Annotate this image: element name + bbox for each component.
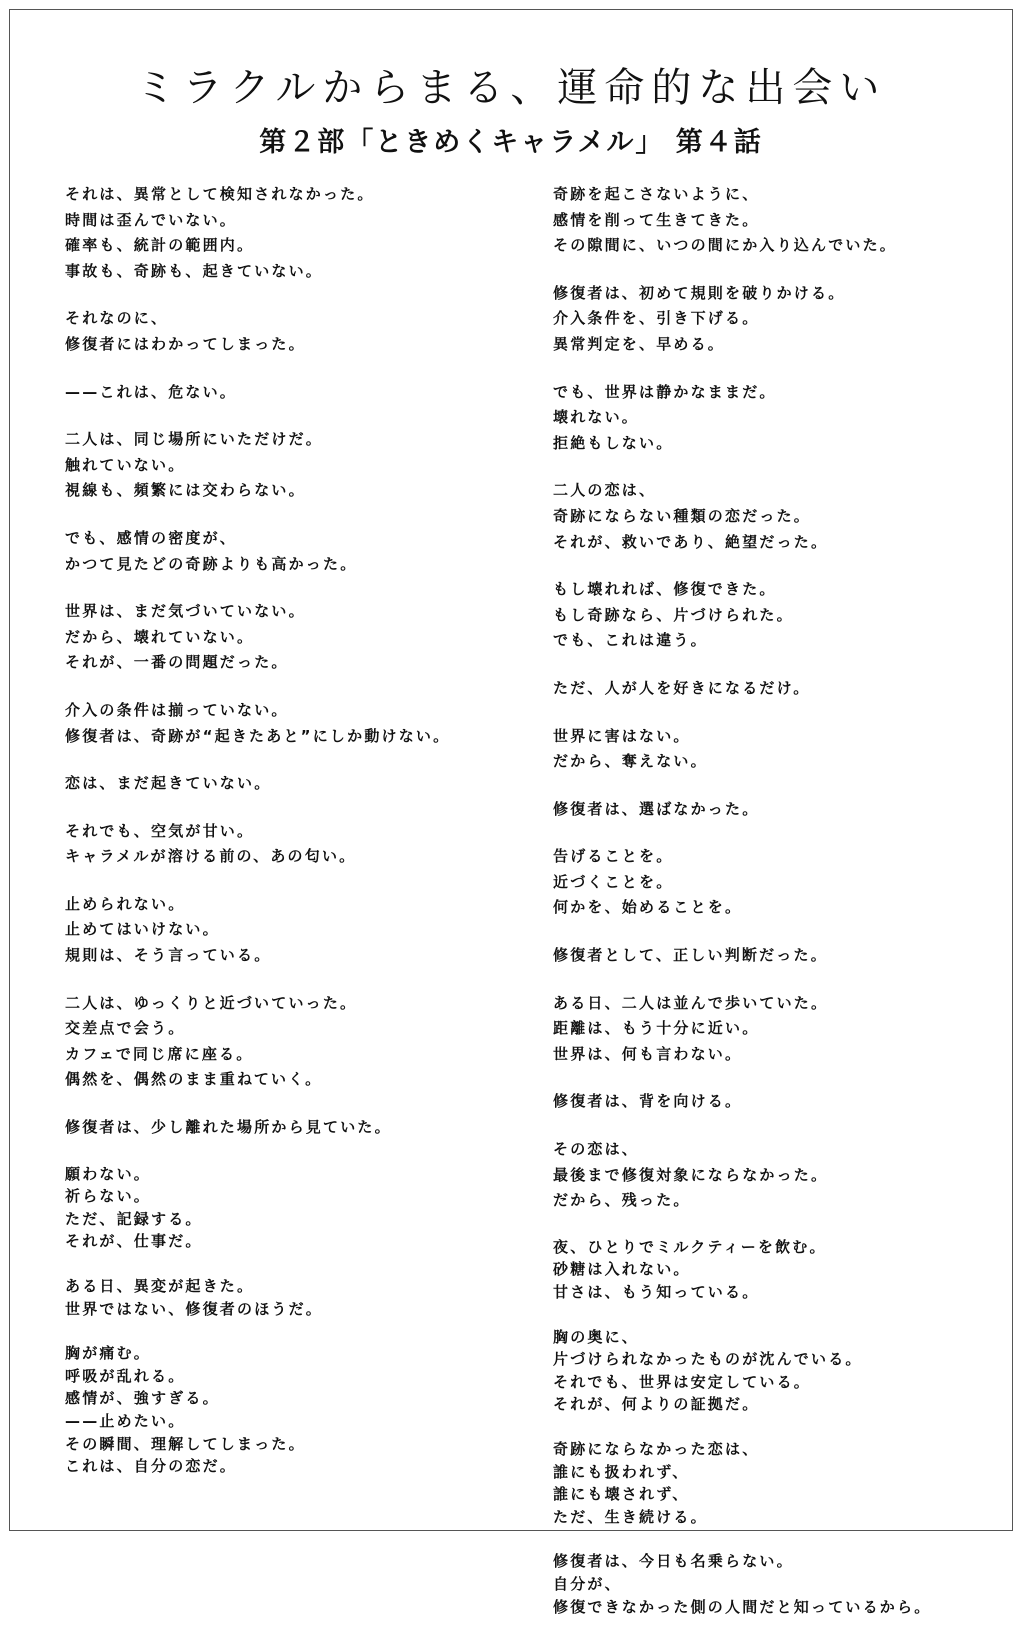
text-line: 二人の恋は、 [553,481,657,500]
text-line: 偶然を、偶然のまま重ねていく。 [65,1070,323,1089]
text-line: それが、一番の問題だった。 [65,653,289,672]
text-line: 世界は、何も言わない。 [553,1044,743,1063]
text-line: 祈らない。 [65,1187,152,1206]
left-column [65,182,515,1500]
text-line: 止めてはいけない。 [65,920,220,939]
text-line: それは、異常として検知されなかった。 [65,185,375,203]
text-line: ある日、異変が起きた。 [65,1277,255,1295]
text-line: 片づけられなかったものが沈んでいる。 [553,1350,863,1369]
text-line: それなのに、 [65,309,169,328]
text-line: だから、壊れていない。 [65,627,255,646]
stanza [65,892,515,969]
text-line: 修復者は、今日も名乗らない。 [553,1552,794,1571]
text-line: 感情を削って生きてきた。 [553,210,760,229]
stanza [553,1236,1003,1304]
text-line: 近づくことを。 [553,872,674,891]
text-line: ある日、二人は並んで歩いていた。 [553,993,829,1012]
stanza [553,1137,1003,1214]
text-line: 異常判定を、早める。 [553,334,726,353]
stanza [65,380,515,406]
text-line: 介入の条件は揃っていない。 [65,700,289,719]
text-line: 交差点で会う。 [65,1019,186,1038]
text-line: だから、残った。 [553,1191,691,1210]
text-line: 呼吸が乱れる。 [65,1366,186,1385]
text-line: それでも、世界は安定している。 [553,1372,812,1391]
right-column [553,182,1003,1640]
text-line: 感情が、強すぎる。 [65,1389,220,1408]
text-line: 止められない。 [65,894,186,913]
text-line: 最後まで修復対象にならなかった。 [553,1165,829,1184]
stanza [553,1089,1003,1115]
text-line: 何かを、始めることを。 [553,898,743,917]
text-line: 事故も、奇跡も、起きていない。 [65,261,324,280]
stanza [553,1326,1003,1416]
stanza [65,819,515,870]
text-line: 世界に害はない。 [553,726,691,745]
stanza [65,1163,515,1253]
text-line: 修復者は、背を向ける。 [553,1092,743,1111]
story-title: ミラクルからまる、運命的な出会い [135,65,887,111]
text-line: もし壊れれば、修復できた。 [553,580,777,599]
text-line: 介入条件を、引き下げる。 [553,309,760,328]
stanza [65,599,515,676]
text-line: ただ、人が人を好きになるだけ。 [553,678,811,697]
text-line: それが、仕事だ。 [65,1232,203,1251]
stanza [553,281,1003,358]
text-line: カフェで同じ席に座る。 [65,1044,254,1063]
stanza [65,771,515,797]
chapter-subtitle: 第２部「ときめくキャラメル」 第４話 [259,127,763,158]
stanza [65,1342,515,1478]
stanza [65,1275,515,1320]
stanza [553,380,1003,457]
text-line: 視線も、頻繁には交わらない。 [65,481,306,500]
stanza [65,306,515,357]
stanza [65,182,515,284]
text-line: 拒絶もしない。 [553,433,674,452]
text-line: 修復者として、正しい判断だった。 [553,946,828,965]
stanza [65,526,515,577]
text-line: ただ、記録する。 [65,1209,203,1228]
stanza [553,844,1003,921]
text-line: でも、これは違う。 [553,631,708,650]
stanza [553,797,1003,823]
text-line: 二人は、同じ場所にいただけだ。 [65,430,324,449]
text-line: それでも、空気が甘い。 [65,821,255,840]
text-line: 恋は、まだ起きていない。 [65,774,272,793]
text-line: その恋は、 [553,1140,640,1159]
text-line: ——これは、危ない。 [65,382,238,401]
stanza [553,991,1003,1068]
text-line: 修復者は、選ばなかった。 [553,799,760,818]
stanza [553,943,1003,969]
text-line: もし奇跡なら、片づけられた。 [553,605,794,624]
text-line: キャラメルが溶ける前の、あの匂い。 [65,847,357,866]
text-line: 奇跡を起こさないように、 [553,185,760,203]
text-line: 夜、ひとりでミルクティーを飲む。 [553,1237,827,1256]
text-line: 世界ではない、修復者のほうだ。 [65,1299,324,1318]
text-line: かつて見たどの奇跡よりも高かった。 [65,554,358,573]
stanza [65,1115,515,1141]
stanza [65,427,515,504]
text-line: 奇跡にならない種類の恋だった。 [553,506,812,525]
text-line: 修復者は、初めて規則を破りかける。 [553,283,846,302]
text-line: 奇跡にならなかった恋は、 [553,1439,760,1458]
stanza [553,577,1003,654]
stanza [65,991,515,1093]
stanza [553,478,1003,555]
text-line: 誰にも壊されず、 [553,1485,690,1504]
text-line: それが、何よりの証拠だ。 [553,1395,760,1414]
text-line: その隙間に、いつの間にか入り込んでいた。 [553,236,898,255]
text-line: 胸が痛む。 [65,1344,152,1363]
text-line: 甘さは、もう知っている。 [553,1283,760,1301]
text-line: ただ、生き続ける。 [553,1507,708,1526]
text-line: これは、自分の恋だ。 [65,1457,238,1476]
text-line: 願わない。 [65,1164,152,1183]
text-line: 修復者は、奇跡が“起きたあと”にしか動けない。 [65,726,451,745]
text-line: 自分が、 [553,1574,622,1593]
text-line: 修復できなかった側の人間だと知っているから。 [553,1597,932,1616]
text-line: だから、奪えない。 [553,752,708,771]
text-line: 二人は、ゆっくりと近づいていった。 [65,993,358,1012]
text-line: それが、救いであり、絶望だった。 [553,532,829,551]
stanza [65,698,515,749]
text-line: でも、感情の密度が、 [65,528,238,547]
text-line: 胸の奥に、 [553,1327,640,1346]
text-line: ——止めたい。 [65,1411,186,1430]
stanza [553,724,1003,775]
stanza [553,182,1003,259]
text-line: 修復者は、少し離れた場所から見ていた。 [65,1118,392,1137]
text-line: 誰にも扱われず、 [553,1462,690,1481]
text-line: でも、世界は静かなままだ。 [553,382,777,401]
text-line: 規則は、そう言っている。 [65,946,272,965]
text-line: 修復者にはわかってしまった。 [65,334,306,353]
story-page [9,9,1013,1616]
stanza [553,1438,1003,1528]
text-line: 時間は歪んでいない。 [65,210,238,229]
text-line: 距離は、もう十分に近い。 [553,1019,760,1038]
text-line: 確率も、統計の範囲内。 [65,236,255,255]
text-line: 壊れない。 [553,408,640,427]
stanza [553,676,1003,702]
text-line: 告げることを。 [553,847,674,866]
text-line: 世界は、まだ気づいていない。 [65,602,306,621]
text-line: その瞬間、理解してしまった。 [65,1434,306,1453]
text-line: 砂糖は入れない。 [553,1260,691,1279]
stanza [553,1550,1003,1618]
text-line: 触れていない。 [65,455,186,474]
